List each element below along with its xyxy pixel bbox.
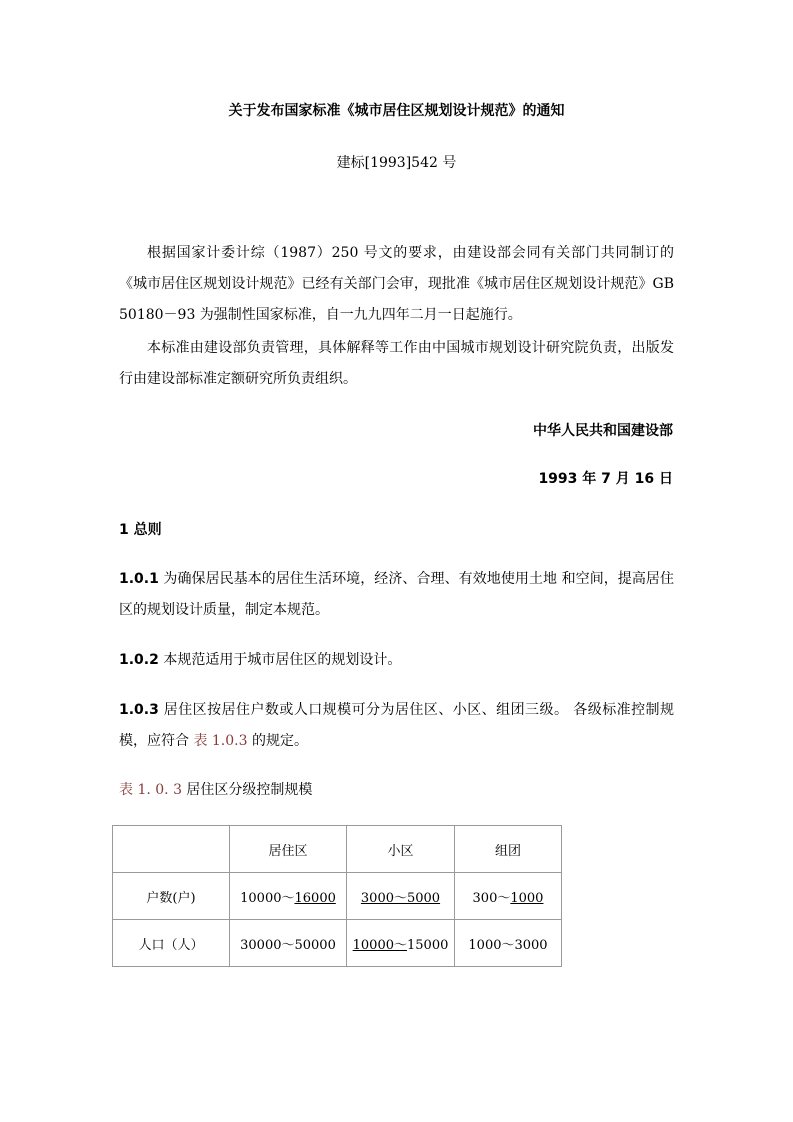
table-cell [455,920,562,967]
table-cell [230,920,347,967]
table-cell [347,873,455,920]
notice-paragraph: 根据国家计委计综（1987）250 号文的要求，由建设部会同有关部门共同制订的《城市居住区规划设计规范》已经有关部门会审，现批准《城市居住区规划设计规范》GB 50180－93 为强制性国家标准，自一九九四年二月一日起施行。 [119,245,674,323]
section-heading: 1 总则 [119,522,162,538]
cell-value-underlined: 1000 [510,890,544,906]
clause-text: 本规范适用于城市居住区的规划设计。 [158,652,402,668]
clause-number: 1.0.1 [119,571,159,587]
notice-paragraph: 本标准由建设部负责管理，具体解释等工作由中国城市规划设计研究院负责，出版发行由建设部标准定额研究所负责组织。 [119,340,674,387]
cell-value-underlined: 10000～ [352,937,407,953]
clause-1-0-2 [119,645,674,676]
table-row [113,873,562,920]
clause-text: 的规定。 [247,733,308,749]
clause-number: 1.0.3 [119,702,159,718]
cell-value-underlined: 3000～5000 [360,890,441,906]
clause-text: 居住区按居住户数或人口规模可分为居住区、小区、组团三级。 各级标准控制规模，应符合 [119,702,674,749]
table-header-cell: 小区 [347,826,455,873]
scale-table [112,825,562,967]
cell-value: 1000～3000 [468,937,548,953]
table-header-row [113,826,562,873]
table-reference-link[interactable]: 表 1.0.3 [193,733,248,749]
table-header-cell: 居住区 [230,826,347,873]
cell-value: 300～ [472,890,511,906]
cell-value: 10000～ [240,890,295,906]
row-label: 人口（人） [113,920,230,967]
cell-value-underlined: 16000 [294,890,336,906]
issue-date: 1993 年 7 月 16 日 [538,471,673,487]
table-row [113,920,562,967]
clause-number: 1.0.2 [119,652,159,668]
table-cell [347,920,455,967]
document-number: 建标[1993]542 号 [336,155,457,171]
table-header-cell [113,826,230,873]
cell-value: 15000 [407,937,449,953]
cell-value: 30000～50000 [240,937,336,953]
issuer: 中华人民共和国建设部 [533,423,673,439]
table-caption [119,779,312,799]
page-title: 关于发布国家标准《城市居住区规划设计规范》的通知 [228,103,565,119]
table-header-cell: 组团 [455,826,562,873]
table-cell [455,873,562,920]
table-cell [230,873,347,920]
clause-1-0-1 [119,564,674,626]
table-caption-ref: 表 1. 0. 3 [119,782,182,798]
clause-text: 为确保居民基本的居住生活环境，经济、合理、有效地使用土地 和空间，提高居住区的规划设计质量，制定本规范。 [119,571,674,618]
row-label: 户数(户) [113,873,230,920]
clause-1-0-3 [119,695,674,757]
table-caption-text: 居住区分级控制规模 [181,782,313,798]
